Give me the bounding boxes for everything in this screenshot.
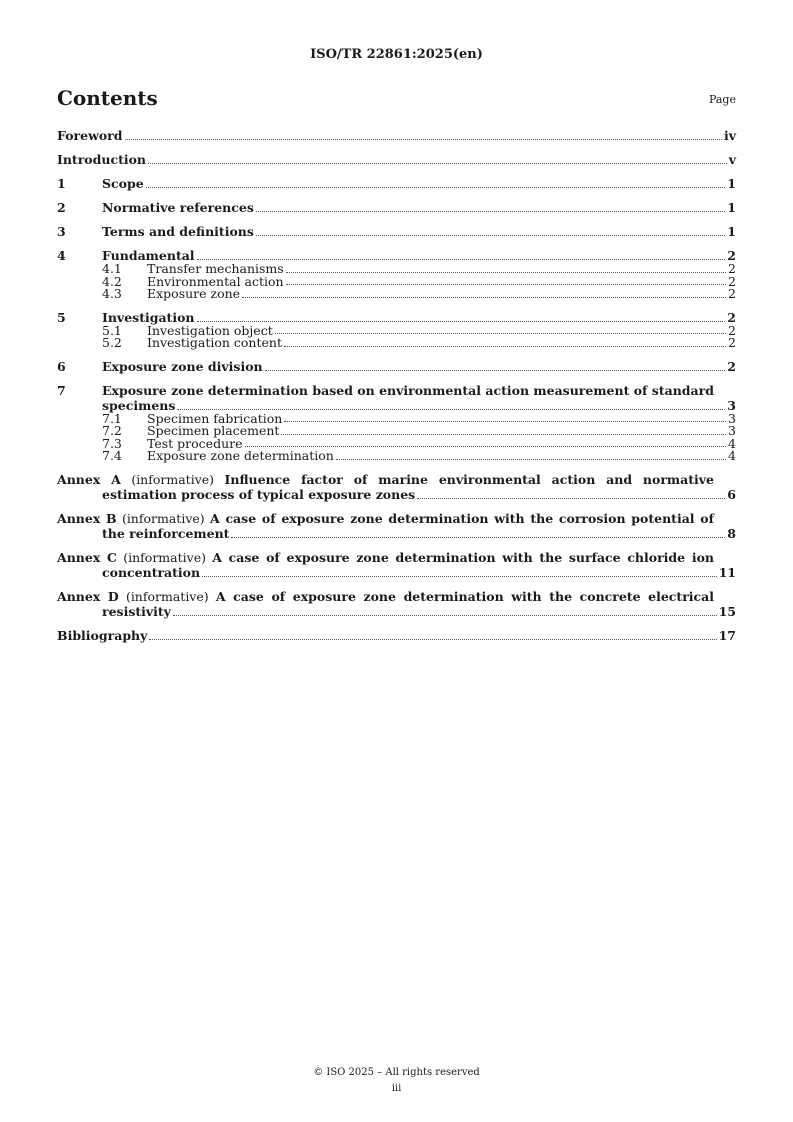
dot-leader	[265, 370, 726, 371]
dot-leader	[197, 321, 726, 322]
annex-type: (informative)	[125, 588, 209, 604]
annex-title-line2: the reinforcement	[102, 525, 230, 541]
dot-leader	[231, 537, 725, 538]
page-column-label: Page	[708, 93, 736, 106]
toc-page: 17	[718, 627, 736, 643]
toc-page: 4	[728, 448, 736, 463]
toc-page: 3	[728, 423, 736, 438]
page-footer	[0, 1065, 793, 1097]
toc-entry-exposure-zone-determination[interactable]	[57, 383, 736, 413]
dot-leader	[202, 576, 716, 577]
dot-leader	[148, 163, 727, 164]
toc-number: 4	[57, 248, 66, 263]
dot-leader	[173, 615, 717, 616]
dot-leader	[284, 421, 726, 422]
toc-label: Terms and definitions	[102, 224, 254, 239]
dot-leader	[417, 498, 725, 499]
toc-label: Exposure zone division	[102, 358, 263, 374]
toc-entry-bibliography[interactable]	[57, 628, 736, 643]
toc-number: 3	[57, 224, 66, 239]
toc-page: 2	[728, 286, 736, 301]
toc-label: Investigation object	[147, 322, 273, 338]
dot-leader	[336, 459, 726, 460]
annex-title-line2: resistivity	[102, 603, 171, 619]
toc-label: Exposure zone determination	[147, 448, 334, 463]
toc-page: 3	[728, 410, 736, 426]
toc-number: 6	[57, 358, 66, 374]
toc-label: Fundamental	[102, 248, 195, 263]
annex-label: Annex B	[57, 510, 117, 526]
toc-number: 4.1	[102, 261, 122, 276]
toc-number: 5	[57, 309, 66, 325]
toc-number: 4.2	[102, 273, 122, 289]
toc-label-line2: specimens	[102, 397, 176, 413]
toc-entry-exposure-zone-determination-sub[interactable]	[57, 450, 736, 463]
toc-page: 2	[727, 248, 736, 263]
toc-number: 7.2	[102, 423, 122, 438]
toc-entry-foreword[interactable]	[57, 128, 736, 143]
toc-label: Normative references	[102, 200, 254, 215]
dot-leader	[256, 211, 725, 212]
dot-leader	[197, 259, 726, 260]
toc-entry-annex-d[interactable]	[57, 589, 736, 619]
toc-entry-annex-c[interactable]	[57, 550, 736, 580]
page-number: iii	[391, 1083, 402, 1094]
toc-page: 2	[727, 309, 736, 325]
toc-label: Bibliography	[57, 627, 148, 643]
annex-title-line1: Influence factor of marine environmental action and normative	[224, 471, 714, 487]
toc-number: 7.1	[102, 410, 122, 426]
toc-number: 7.3	[102, 435, 122, 451]
dot-leader	[256, 235, 725, 236]
annex-title-line1: A case of exposure zone determination with the corrosion potential of	[210, 510, 714, 526]
toc-page: 1	[727, 224, 736, 239]
toc-number: 4.3	[102, 286, 122, 301]
annex-type: (informative)	[123, 549, 206, 565]
toc-entry-terms-definitions[interactable]	[57, 224, 736, 239]
toc-number: 2	[57, 200, 66, 215]
toc-page: 3	[727, 397, 736, 413]
toc-number: 7	[57, 382, 66, 398]
annex-title-line2: concentration	[102, 564, 201, 580]
toc-label: Specimen fabrication	[147, 410, 283, 426]
copyright-notice: © ISO 2025 – All rights reserved	[313, 1067, 480, 1078]
toc-entry-investigation-content[interactable]	[57, 337, 736, 350]
document-header: ISO/TR 22861:2025(en)	[310, 47, 483, 62]
toc-entry-introduction[interactable]	[57, 152, 736, 167]
toc-entry-exposure-zone-division[interactable]	[57, 359, 736, 374]
dot-leader	[281, 434, 726, 435]
toc-label: Introduction	[57, 152, 147, 167]
dot-leader	[284, 346, 726, 347]
dot-leader	[275, 333, 726, 334]
annex-label: Annex A	[57, 471, 121, 487]
toc-page: 4	[728, 435, 736, 451]
toc-label: Foreword	[57, 128, 123, 143]
toc-number: 5.2	[102, 335, 122, 350]
toc-number: 1	[57, 176, 66, 191]
annex-type: (informative)	[121, 510, 205, 526]
toc-page: 1	[727, 200, 736, 215]
toc-page: 11	[718, 564, 736, 580]
toc-page: 2	[728, 335, 736, 350]
toc-label: Test procedure	[147, 435, 243, 451]
toc-label: Investigation	[102, 309, 195, 325]
toc-label: Exposure zone	[147, 286, 241, 301]
table-of-contents	[57, 128, 736, 643]
annex-label: Annex D	[57, 588, 119, 604]
toc-page: 15	[718, 603, 736, 619]
toc-page: v	[728, 152, 736, 167]
toc-entry-scope[interactable]	[57, 176, 736, 191]
toc-page: 8	[727, 525, 736, 541]
annex-type: (informative)	[131, 471, 215, 487]
toc-page: 1	[727, 176, 736, 191]
toc-label: Environmental action	[147, 273, 284, 289]
annex-label: Annex C	[57, 549, 117, 565]
dot-leader	[149, 639, 716, 640]
toc-entry-exposure-zone[interactable]	[57, 288, 736, 301]
dot-leader	[286, 284, 726, 285]
annex-title-line1: A case of exposure zone determination with the surface chloride ion	[212, 549, 714, 565]
dot-leader	[146, 187, 726, 188]
toc-entry-normative-references[interactable]	[57, 200, 736, 215]
toc-label: Investigation content	[147, 335, 282, 350]
dot-leader	[177, 409, 725, 410]
toc-number: 5.1	[102, 322, 122, 338]
dot-leader	[125, 139, 722, 140]
toc-label: Specimen placement	[147, 423, 280, 438]
toc-number: 7.4	[102, 448, 122, 463]
dot-leader	[286, 272, 726, 273]
toc-label: Transfer mechanisms	[147, 261, 284, 276]
page-title: Contents	[57, 86, 158, 110]
dot-leader	[242, 297, 726, 298]
toc-page: iv	[723, 128, 736, 143]
dot-leader	[245, 446, 727, 447]
toc-page: 2	[727, 358, 736, 374]
annex-title-line1: A case of exposure zone determination with the concrete electrical	[215, 588, 714, 604]
annex-title-line2: estimation process of typical exposure zones	[102, 486, 416, 502]
toc-entry-annex-a[interactable]	[57, 472, 736, 502]
toc-page: 6	[727, 486, 736, 502]
toc-page: 2	[728, 261, 736, 276]
toc-page: 2	[728, 273, 736, 289]
toc-label-line1: Exposure zone determination based on environmental action measurement of standard	[102, 382, 714, 398]
toc-entry-annex-b[interactable]	[57, 511, 736, 541]
toc-page: 2	[728, 322, 736, 338]
toc-label: Scope	[102, 176, 144, 191]
